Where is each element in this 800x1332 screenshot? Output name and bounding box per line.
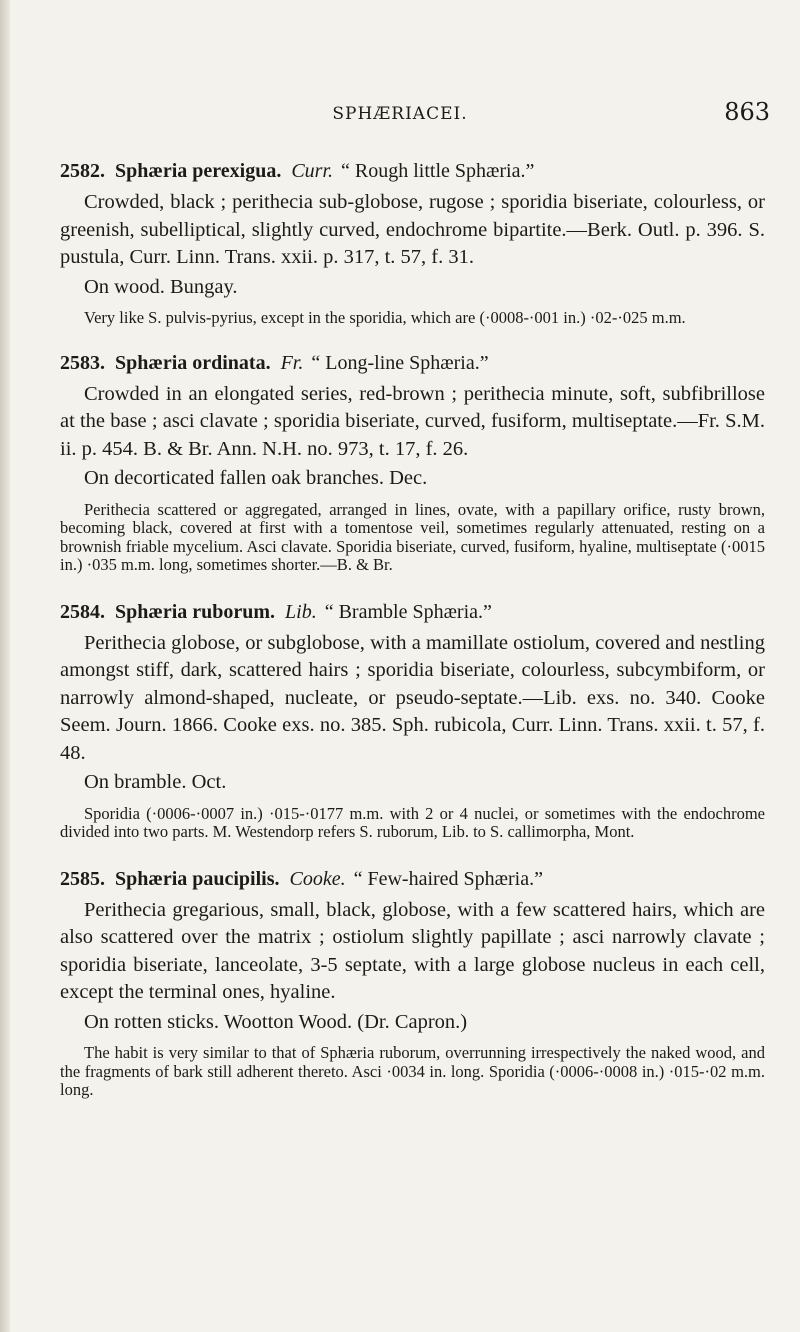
page-number: 863 — [724, 98, 770, 126]
running-head: SPHÆRIACEI. — [332, 104, 468, 124]
species-authority: Fr. — [280, 351, 304, 374]
species-entry — [60, 599, 765, 842]
species-note: The habit is very similar to that of Sphæria ruborum, overrunning irrespectively the naked wood, and the fragments of bark still adherent thereto. Asci ·0034 in. long. Sporidia (·0006-·0008 in.) ·015-·02 m.m. long. — [60, 1043, 765, 1099]
species-habitat: On bramble. Oct. — [84, 771, 227, 793]
species-name: Sphæria perexigua. — [115, 160, 282, 182]
species-habitat: On wood. Bungay. — [84, 275, 238, 298]
entry-heading — [60, 350, 765, 377]
species-entry — [60, 866, 765, 1100]
species-authority: Curr. — [291, 160, 334, 182]
species-authority: Cooke. — [289, 867, 346, 890]
species-name: Sphæria paucipilis. — [115, 867, 280, 890]
species-entry — [60, 158, 765, 328]
entry-heading — [60, 866, 765, 893]
entry-number: 2582. — [60, 160, 105, 182]
species-habitat: On rotten sticks. Wootton Wood. (Dr. Capron.) — [84, 1010, 468, 1033]
species-description: Crowded in an elongated series, red-brown ; perithecia minute, soft, subfibrillose at the base ; asci clavate ; sporidia biseriate, curved, fusiform, multiseptate.—Fr. S.M. ii. p. 454. B. & Br. Ann. N.H. no. 973, t. 17, f. 26. — [60, 382, 765, 460]
page-spine-shadow — [0, 0, 10, 1332]
common-name: “ Few-haired Sphæria.” — [353, 867, 543, 890]
entry-heading — [60, 599, 765, 626]
entry-number: 2584. — [60, 600, 105, 623]
common-name: “ Long-line Sphæria.” — [311, 351, 489, 374]
species-note: Perithecia scattered or aggregated, arranged in lines, ovate, with a papillary orifice, rusty brown, becoming black, covered at first with a tomentose veil, sometimes regularly attenuated, resting on a brownish friable mycelium. Asci clavate. Sporidia biseriate, curved, fusiform, hyaline, multiseptate (·0015 in.) ·035 m.m. long, sometimes shorter.—B. & Br. — [60, 499, 765, 574]
species-authority: Lib. — [285, 600, 317, 623]
page-header — [0, 98, 800, 128]
entry-number: 2585. — [60, 867, 105, 890]
species-entry — [60, 350, 765, 575]
species-description: Perithecia globose, or subglobose, with a mamillate ostiolum, covered and nestling amongst stiff, dark, scattered hairs ; sporidia biseriate, colourless, subcymbiform, or narrowly almond-shaped, nucleate, or pseudo-septate.—Lib. exs. no. 340. Cooke Seem. Journ. 1866. Cooke exs. no. 385. Sph. rubicola, Curr. Linn. Trans. xxii. t. 57, f. 48. — [60, 631, 765, 764]
common-name: “ Bramble Sphæria.” — [324, 600, 492, 623]
common-name: “ Rough little Sphæria.” — [341, 160, 535, 182]
species-note: Sporidia (·0006-·0007 in.) ·015-·0177 m.m. with 2 or 4 nuclei, or sometimes with the endochrome divided into two parts. M. Westendorp refers S. ruborum, Lib. to S. callimorpha, Mont. — [60, 803, 765, 841]
species-name: Sphæria ruborum. — [115, 600, 276, 623]
page-body — [60, 158, 765, 1100]
species-description: Crowded, black ; perithecia sub-globose, rugose ; sporidia biseriate, colourless, or greenish, subelliptical, slightly curved, endochrome bipartite.—Berk. Outl. p. 396. S. pustula, Curr. Linn. Trans. xxii. p. 317, t. 57, f. 31. — [60, 191, 765, 268]
species-note: Very like S. pulvis-pyrius, except in the sporidia, which are (·0008-·001 in.) ·02-·025 m.m. — [84, 308, 686, 327]
species-habitat: On decorticated fallen oak branches. Dec. — [84, 467, 428, 489]
entry-number: 2583. — [60, 351, 105, 374]
entry-heading — [60, 158, 765, 185]
species-description: Perithecia gregarious, small, black, globose, with a few scattered hairs, which are also scattered over the matrix ; ostiolum slightly papillate ; asci narrowly clavate ; sporidia biseriate, lanceolate, 3-5 septate, with a large globose nucleus in each cell, except the terminal ones, hyaline. — [60, 898, 765, 1003]
species-name: Sphæria ordinata. — [115, 351, 271, 374]
